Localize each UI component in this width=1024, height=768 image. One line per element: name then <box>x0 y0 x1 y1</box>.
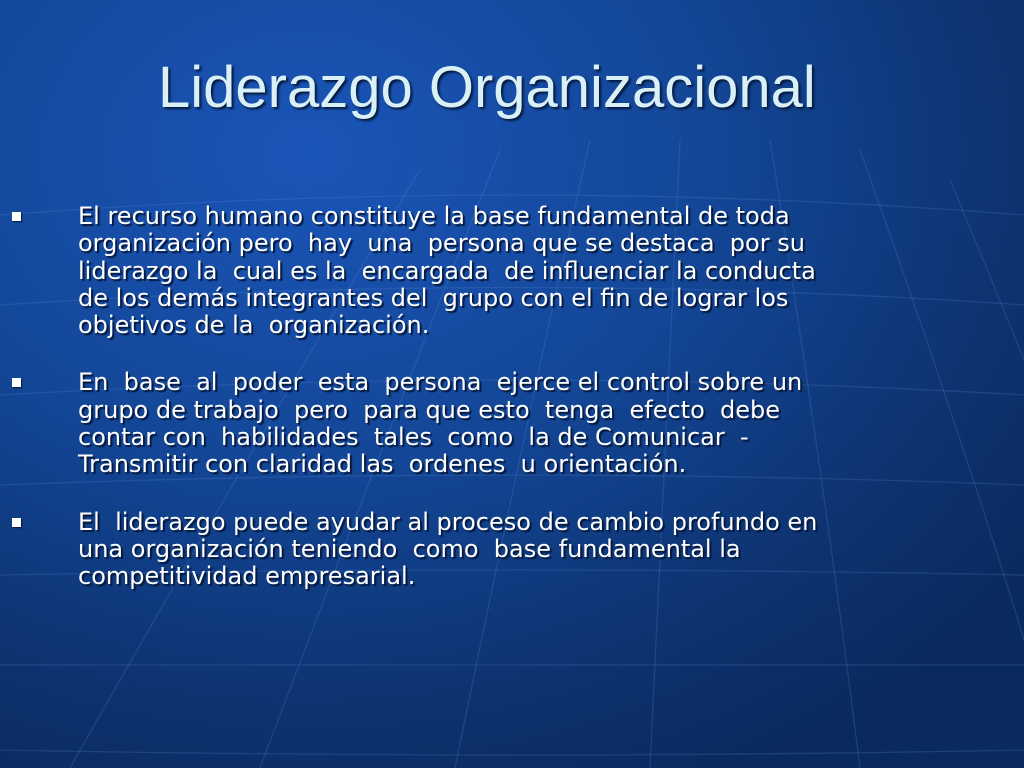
square-bullet-icon <box>12 518 21 527</box>
bullet-item <box>0 203 1024 339</box>
bullet-item <box>0 369 1024 478</box>
bullet-text: El recurso humano constituye la base fundamental de toda organización pero hay una persona que se destaca por su liderazgo la cual es la encargada de influenciar la conducta de los demás integrantes del grupo con el fin de lograr los objetivos de la organización. <box>78 202 816 340</box>
bullet-list <box>0 203 1024 621</box>
bullet-text: El liderazgo puede ayudar al proceso de cambio profundo en una organización teniendo como base fundamental la competitividad empresarial. <box>78 507 818 591</box>
bullet-item <box>0 509 1024 591</box>
bullet-text: En base al poder esta persona ejerce el control sobre un grupo de trabajo pero para que esto tenga efecto debe contar con habilidades tales como la de Comunicar - Transmitir con claridad las ordenes u orientación. <box>78 368 803 479</box>
slide-title: Liderazgo Organizacional <box>158 55 816 120</box>
square-bullet-icon <box>12 378 21 387</box>
square-bullet-icon <box>12 212 21 221</box>
